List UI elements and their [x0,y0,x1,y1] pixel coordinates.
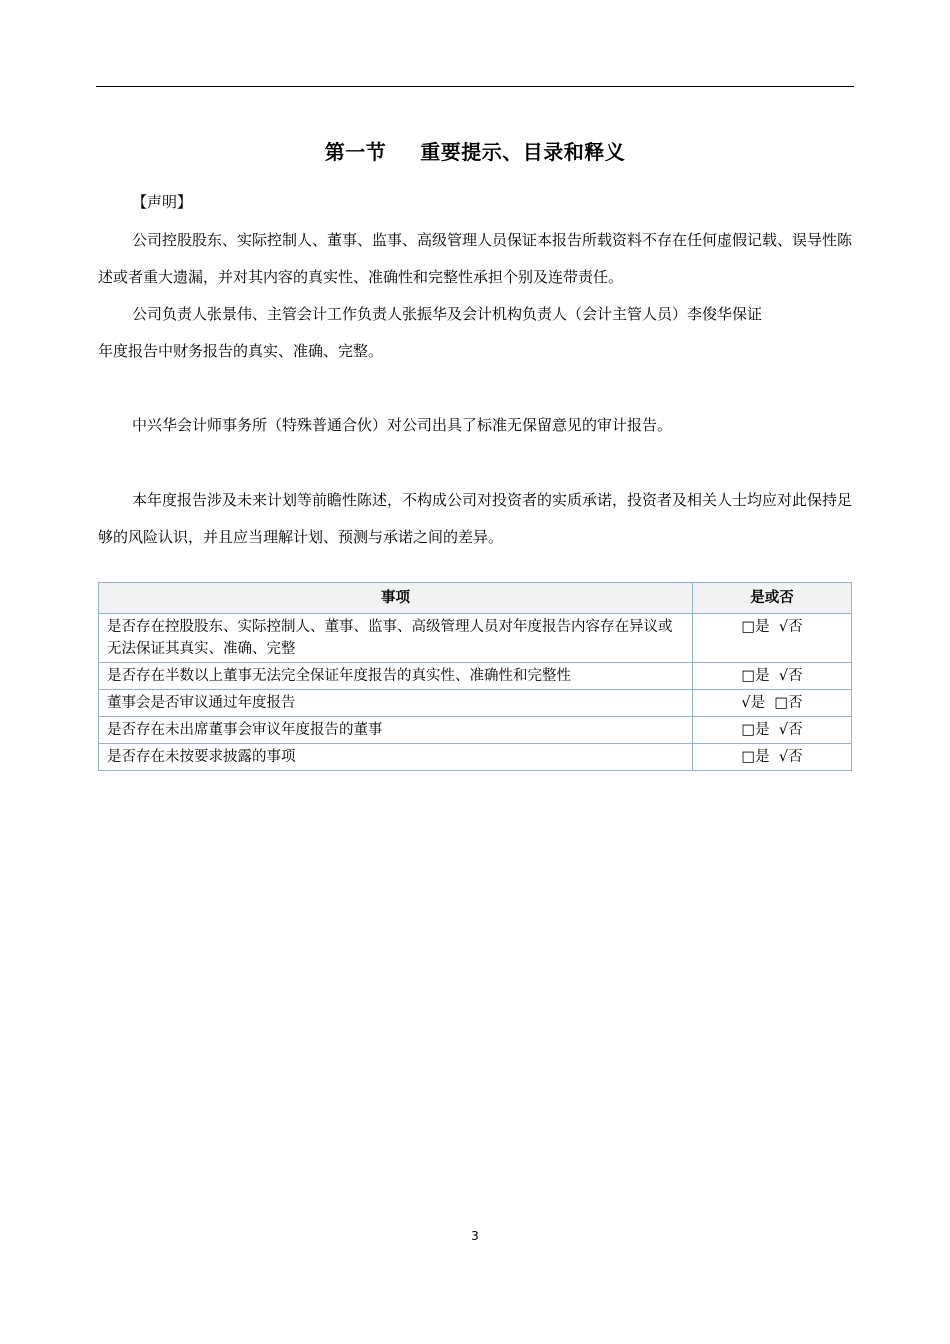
guarantee-text-line1: 公司负责人张景伟、主管会计工作负责人张振华及会计机构负责人（会计主管人员）李俊华保证 [132,305,763,323]
row-answer: □是 √否 [693,717,852,744]
section-name: 重要提示、目录和释义 [420,140,626,164]
responsibility-paragraph [98,222,858,296]
row-item-text: 是否存在未出席董事会审议年度报告的董事 [99,717,693,744]
row-item-text: 是否存在未按要求披露的事项 [99,744,693,771]
row-answer: □是 √否 [693,614,852,663]
statement-label: 【声明】 [132,193,193,211]
table-header-row [99,583,852,614]
audit-opinion-text: 中兴华会计师事务所（特殊普通合伙）对公司出具了标准无保留意见的审计报告。 [132,416,673,434]
row-answer: □是 √否 [693,744,852,771]
table-row [99,744,852,771]
page-number: 3 [471,1229,479,1243]
audit-opinion-paragraph [98,407,858,444]
statement-label-paragraph [98,184,858,221]
financial-report-guarantee-paragraph [98,296,858,370]
forward-looking-text: 本年度报告涉及未来计划等前瞻性陈述，不构成公司对投资者的实质承诺，投资者及相关人士均应对此保持足够的风险认识，并且应当理解计划、预测与承诺之间的差异。 [98,491,853,546]
row-item-text: 董事会是否审议通过年度报告 [99,690,693,717]
header-rule [96,86,854,87]
column-header-item: 事项 [99,583,693,614]
column-header-answer: 是或否 [693,583,852,614]
table-row [99,663,852,690]
table-row [99,717,852,744]
responsibility-text: 公司控股股东、实际控制人、董事、监事、高级管理人员保证本报告所载资料不存在任何虚假记载、误导性陈述或者重大遗漏，并对其内容的真实性、准确性和完整性承担个别及连带责任。 [98,231,853,286]
row-answer: □是 √否 [693,663,852,690]
section-number: 第一节 [324,140,387,164]
guarantee-text-line2: 年度报告中财务报告的真实、准确、完整。 [98,342,384,360]
row-item-text: 是否存在半数以上董事无法完全保证年度报告的真实性、准确性和完整性 [99,663,693,690]
table-row [99,690,852,717]
row-answer: √是 □否 [693,690,852,717]
forward-looking-paragraph [98,482,858,556]
row-item-text: 是否存在控股股东、实际控制人、董事、监事、高级管理人员对年度报告内容存在异议或无法保证其真实、准确、完整 [99,614,693,663]
confirmation-table [98,582,852,771]
table-row [99,614,852,663]
section-title [0,136,950,165]
